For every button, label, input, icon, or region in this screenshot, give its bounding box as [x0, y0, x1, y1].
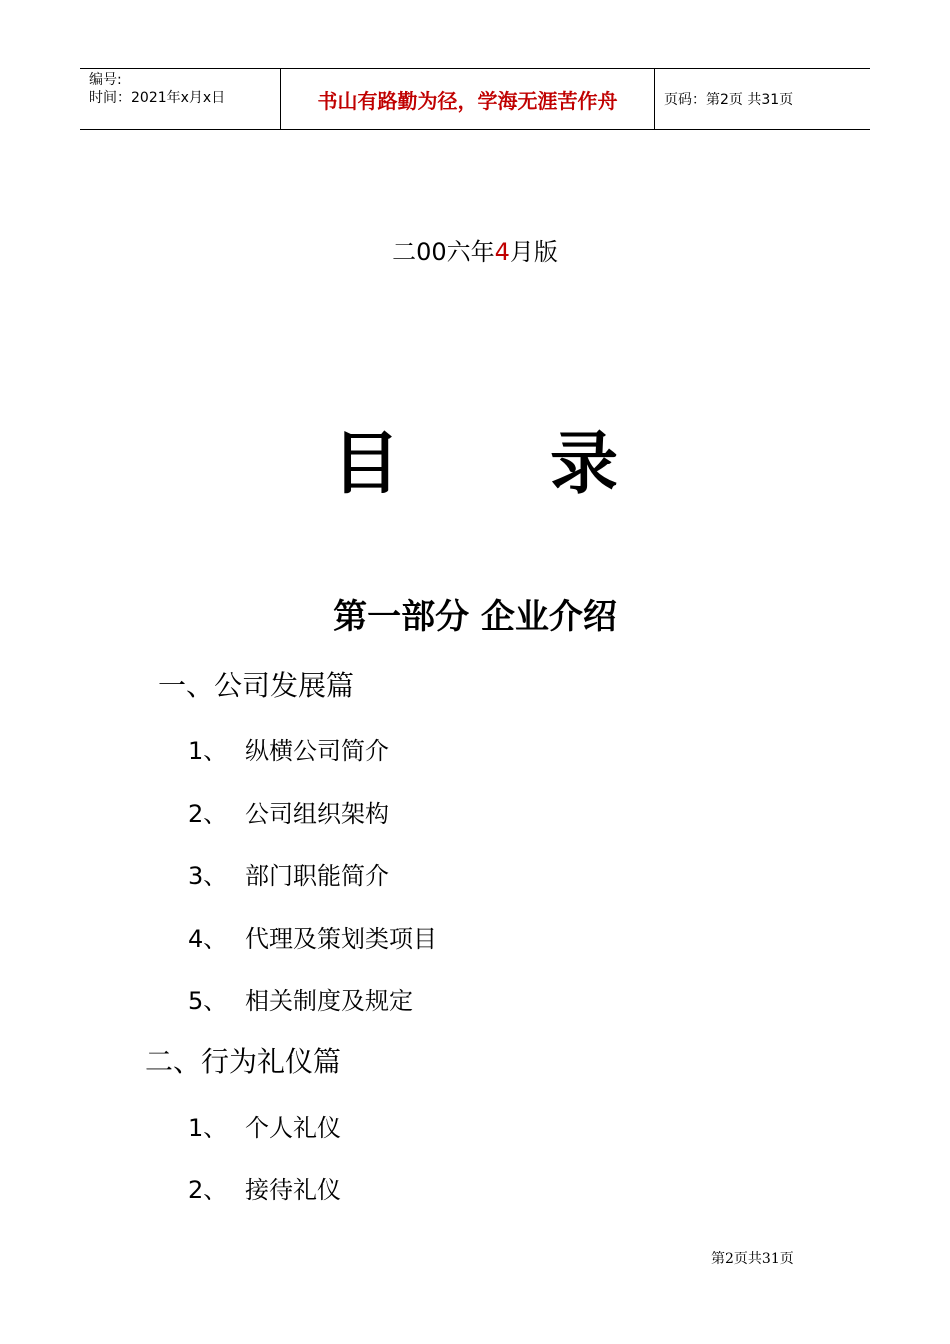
toc-title-char-1: 目	[331, 425, 400, 504]
toc-item-number: 2、	[188, 800, 228, 828]
part-title: 第一部分 企业介绍	[333, 597, 617, 637]
page-footer: 第2页共31页	[711, 1251, 794, 1267]
toc-item-number: 1、	[188, 737, 228, 765]
edition-line	[0, 232, 950, 267]
toc-item	[188, 731, 389, 766]
toc-item-text: 接待礼仪	[245, 1176, 341, 1204]
header-time-label: 时间：2021年x月x日	[89, 90, 226, 106]
header-number-label: 编号:	[89, 72, 122, 88]
toc-item-text: 个人礼仪	[245, 1114, 341, 1142]
toc-item-number: 2、	[188, 1176, 228, 1204]
toc-item-number: 4、	[188, 925, 228, 953]
toc-item-text: 部门职能简介	[245, 862, 389, 890]
toc-item-text: 相关制度及规定	[245, 987, 413, 1015]
toc-item	[188, 981, 413, 1016]
toc-item	[188, 856, 389, 891]
toc-item-text: 代理及策划类项目	[245, 925, 437, 953]
toc-item-number: 5、	[188, 987, 228, 1015]
header-meta	[80, 69, 281, 129]
edition-suffix: 月版	[509, 238, 558, 266]
toc-item-text: 公司组织架构	[245, 800, 389, 828]
header-page-label: 页码：第2页 共31页	[664, 92, 794, 108]
toc-item	[188, 919, 437, 954]
section-title: 一、公司发展篇	[158, 669, 355, 702]
edition-month: 4	[494, 238, 510, 266]
toc-title	[0, 410, 950, 507]
toc-item	[188, 1108, 341, 1143]
toc-item-number: 3、	[188, 862, 228, 890]
toc-item-text: 纵横公司简介	[245, 737, 389, 765]
edition-prefix: 二00六年	[392, 238, 495, 266]
section-title: 二、行为礼仪篇	[145, 1045, 342, 1078]
page-header	[80, 68, 870, 130]
toc-item-number: 1、	[188, 1114, 228, 1142]
header-motto: 书山有路勤为径，学海无涯苦作舟	[281, 69, 655, 129]
toc-item	[188, 1170, 341, 1205]
toc-item	[188, 794, 389, 829]
toc-title-char-2: 录	[550, 425, 619, 504]
